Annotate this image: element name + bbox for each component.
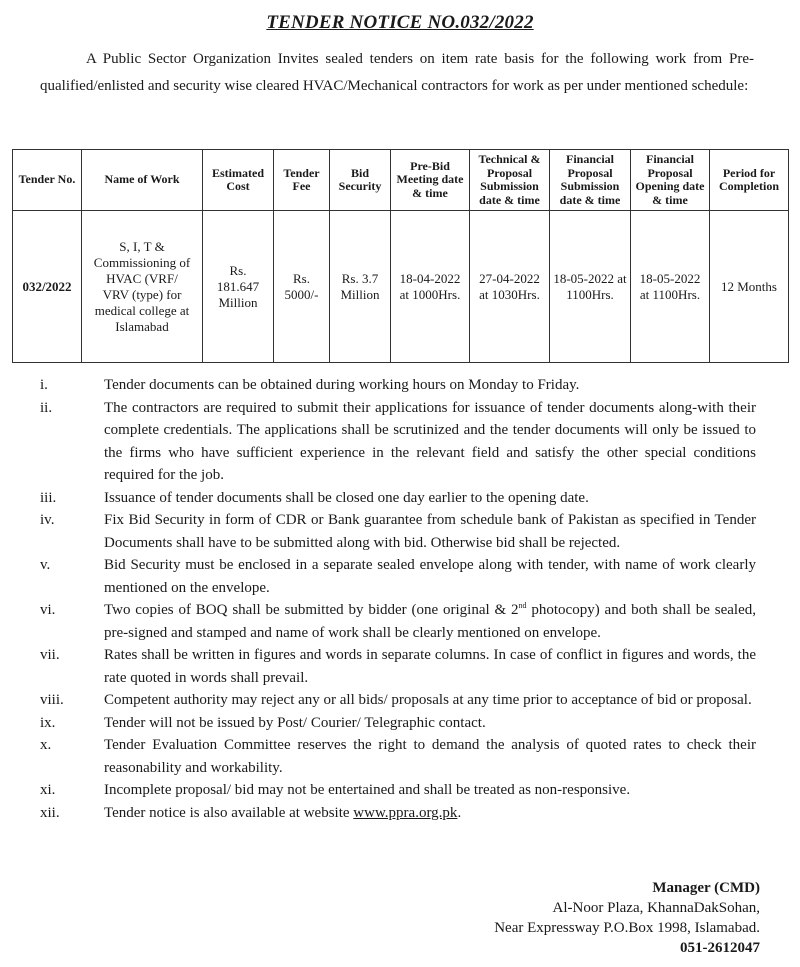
condition-number: ii. [40,399,53,416]
cell-tender-no: 032/2022 [13,211,82,363]
header-tender-fee: Tender Fee [274,150,330,211]
condition-number: vi. [40,602,56,618]
condition-number: v. [40,557,51,573]
condition-text: Competent authority may reject any or all bids/ proposals at any time prior to acceptance of bid or proposal. [104,692,752,708]
table-header-row [13,150,789,211]
cell-estimated-cost: Rs. 181.647 Million [203,211,274,363]
condition-item [40,802,756,825]
condition-item [40,487,756,510]
cell-financial-opening: 18-05-2022 at 1100Hrs. [631,211,710,363]
intro-paragraph: A Public Sector Organization Invites sealed tenders on item rate basis for the following work from Pre-qualified/enlisted and security wise cleared HVAC/Mechanical contractors for work as per under mentioned schedule: [40,51,754,94]
header-tender-no: Tender No. [13,150,82,211]
condition-item [40,712,756,735]
condition-text-after: . [457,804,462,821]
signature-block [494,878,760,958]
condition-item [40,689,756,712]
address-line-2: Near Expressway P.O.Box 1998, Islamabad. [494,920,760,936]
cell-bid-security: Rs. 3.7 Million [330,211,391,363]
header-financial-submission: Financial Proposal Submission date & time [550,150,631,211]
condition-item [40,599,756,644]
condition-text: Tender will not be issued by Post/ Courier/ Telegraphic contact. [104,714,486,731]
condition-number: viii. [40,692,64,708]
condition-text: Issuance of tender documents shall be closed one day earlier to the opening date. [104,489,589,506]
condition-item [40,644,756,689]
condition-text: Tender documents can be obtained during working hours on Monday to Friday. [104,377,580,393]
condition-text: The contractors are required to submit their applications for issuance of tender documents along-with their complete credentials. The applications shall be scrutinized and the tender documents will only be issued to the firms who have sufficient experience in the relevant field and satisfy the other special conditions required for the job. [104,399,756,483]
header-estimated-cost: Estimated Cost [203,150,274,211]
ordinal-superscript: nd [518,601,527,610]
phone-number: 051-2612047 [680,940,760,956]
condition-text-before: Two copies of BOQ shall be submitted by bidder (one original & 2 [104,602,519,618]
page-title: TENDER NOTICE NO.032/2022 [266,12,534,33]
condition-item [40,734,756,779]
table-row [13,211,789,363]
condition-number: i. [40,377,48,393]
condition-item [40,779,756,802]
condition-number: xi. [40,782,56,798]
condition-text: Fix Bid Security in form of CDR or Bank guarantee from schedule bank of Pakistan as specified in Tender Documents shall have to be submitted along with bid. Otherwise bid shall be rejected. [104,512,756,551]
header-bid-security: Bid Security [330,150,391,211]
tender-schedule-table [12,149,789,363]
header-financial-opening: Financial Proposal Opening date & time [631,150,710,211]
header-name-of-work: Name of Work [82,150,203,211]
condition-text: Tender Evaluation Committee reserves the right to demand the analysis of quoted rates to check their reasonability and workability. [104,737,756,776]
header-pre-bid: Pre-Bid Meeting date & time [391,150,470,211]
condition-number: xii. [40,804,60,821]
condition-number: ix. [40,714,56,731]
cell-technical-submission: 27-04-2022 at 1030Hrs. [470,211,550,363]
address-line-1: Al-Noor Plaza, KhannaDakSohan, [552,900,760,916]
condition-number: vii. [40,647,60,663]
cell-period: 12 Months [710,211,789,363]
condition-number: x. [40,737,52,753]
cell-pre-bid: 18-04-2022 at 1000Hrs. [391,211,470,363]
condition-text-after: photocopy) and both shall be sealed, pre-signed and stamped and name of work shall be clearly mentioned on envelope. [104,602,756,641]
condition-item [40,397,756,487]
condition-text-before: Tender notice is also available at website [104,804,354,821]
conditions-list [40,374,756,824]
condition-item [40,554,756,599]
condition-number: iv. [40,512,55,528]
condition-text: Rates shall be written in figures and words in separate columns. In case of conflict in figures and words, the rate quoted in words shall prevail. [104,647,756,686]
signatory-designation: Manager (CMD) [652,880,760,896]
cell-name-of-work: S, I, T & Commissioning of HVAC (VRF/ VRV (type) for medical college at Islamabad [82,211,203,363]
condition-text: Incomplete proposal/ bid may not be entertained and shall be treated as non-responsive. [104,782,631,798]
condition-text: Bid Security must be enclosed in a separate sealed envelope along with tender, with name of work clearly mentioned on the envelope. [104,557,756,596]
cell-tender-fee: Rs. 5000/- [274,211,330,363]
condition-item [40,374,756,397]
cell-financial-submission: 18-05-2022 at 1100Hrs. [550,211,631,363]
condition-number: iii. [40,489,57,506]
ppra-website-link[interactable]: www.ppra.org.pk [353,804,458,821]
condition-item [40,509,756,554]
header-technical-submission: Technical & Proposal Submission date & time [470,150,550,211]
header-period: Period for Completion [710,150,789,211]
